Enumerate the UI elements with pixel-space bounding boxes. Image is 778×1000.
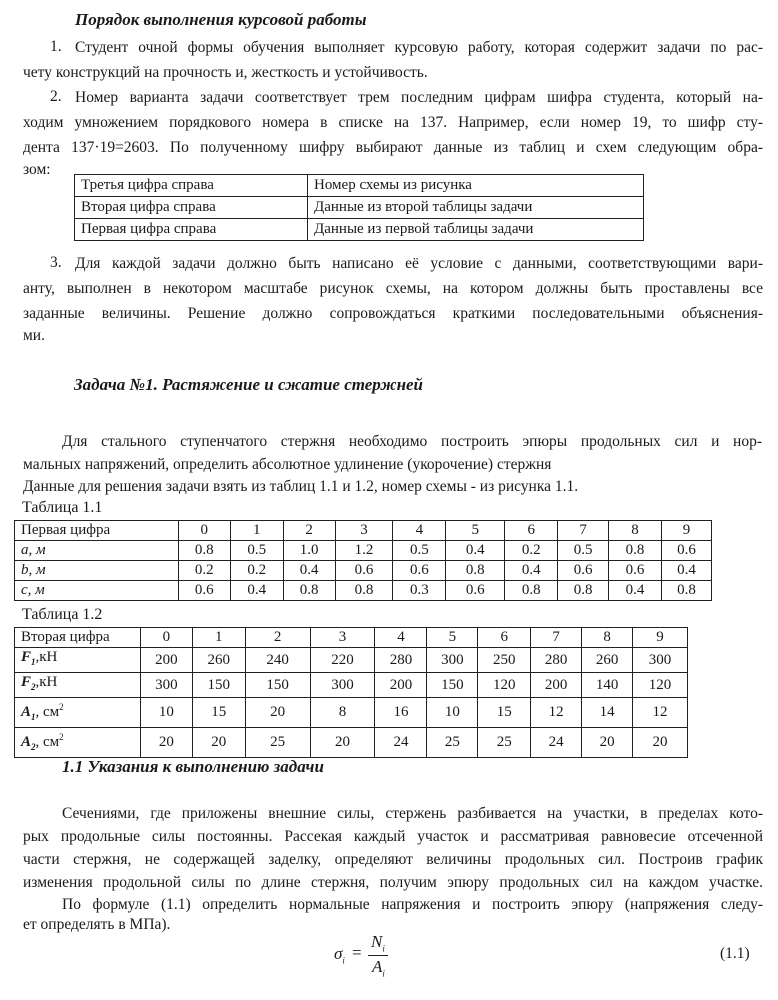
table-1-2 (14, 627, 688, 758)
paragraph-line: ходим умножением порядкового номера в списке на 137. Например, если номер 19, то шифр сту- (23, 114, 763, 131)
subscript: 2 (31, 682, 36, 692)
unit: ,кН (35, 674, 58, 690)
table-row (15, 648, 688, 673)
table-cell: 0.4 (661, 561, 711, 581)
column-header: 3 (310, 628, 375, 648)
table-cell: 0.3 (393, 581, 446, 601)
table-cell: 20 (582, 728, 633, 758)
table-row (75, 219, 644, 241)
table-cell: 200 (140, 648, 192, 673)
table-cell: 25 (245, 728, 310, 758)
table-cell: 15 (478, 698, 531, 728)
table-cell: 300 (310, 673, 375, 698)
table-cell: 24 (375, 728, 427, 758)
table-cell: 120 (478, 673, 531, 698)
table-cell: Вторая цифра справа (75, 197, 308, 219)
table-cell: 0.2 (505, 541, 558, 561)
symbol: A (21, 734, 32, 750)
paragraph-line: ми. (23, 327, 45, 344)
table-cell: 0.4 (230, 581, 283, 601)
table-header-row (15, 628, 688, 648)
column-header: 4 (375, 628, 427, 648)
table-cell: 220 (310, 648, 375, 673)
table-cell: 20 (192, 728, 245, 758)
table-cell: 20 (140, 728, 192, 758)
formula (334, 930, 414, 980)
column-header: 5 (446, 521, 505, 541)
column-header: 1 (230, 521, 283, 541)
table-1-1 (14, 520, 712, 601)
column-header: 7 (558, 521, 609, 541)
guidance-title: 1.1 Указания к выполнению задачи (62, 757, 324, 776)
table-cell: 150 (245, 673, 310, 698)
symbol: F (21, 674, 32, 690)
paragraph-line: ет определять в МПа). (23, 916, 171, 933)
table-row (15, 673, 688, 698)
table-cell: 20 (310, 728, 375, 758)
table-row (75, 175, 644, 197)
table-cell: 0.8 (609, 541, 662, 561)
table-cell: 0.5 (230, 541, 283, 561)
section-title: Порядок выполнения курсовой работы (75, 10, 367, 29)
symbol: A (21, 704, 32, 720)
denominator-symbol: A (372, 957, 383, 976)
paragraph-line: Данные для решения задачи взять из таблиц 1.1 и 1.2, номер схемы - из рисунка 1.1. (23, 478, 579, 495)
table-cell: 250 (478, 648, 531, 673)
table-cell: 300 (633, 648, 688, 673)
column-header: 0 (140, 628, 192, 648)
row-label: a, м (15, 541, 179, 561)
table-cell: 140 (582, 673, 633, 698)
table-cell: 15 (192, 698, 245, 728)
row-label (15, 648, 141, 673)
symbol: F (21, 649, 32, 665)
table-cell: 0.4 (446, 541, 505, 561)
equals-sign: = (352, 943, 362, 962)
column-header: 8 (609, 521, 662, 541)
superscript: 2 (59, 732, 64, 742)
column-header: 0 (178, 521, 230, 541)
table-cell: 0.5 (393, 541, 446, 561)
table-cell: Номер схемы из рисунка (308, 175, 644, 197)
table-header-row (15, 521, 712, 541)
formula-lhs (334, 944, 345, 965)
header-label: Вторая цифра (15, 628, 141, 648)
table-row (75, 197, 644, 219)
item-number: 3. (50, 254, 62, 271)
column-header: 3 (335, 521, 393, 541)
table-cell: 0.6 (393, 561, 446, 581)
column-header: 4 (393, 521, 446, 541)
table-cell: 0.6 (178, 581, 230, 601)
table-cell: 0.4 (505, 561, 558, 581)
table-caption: Таблица 1.1 (22, 499, 103, 516)
unit: , см (35, 704, 60, 720)
table-cell: 260 (192, 648, 245, 673)
table-cell: 0.8 (505, 581, 558, 601)
column-header: 9 (661, 521, 711, 541)
column-header: 9 (633, 628, 688, 648)
table-cell: 0.8 (178, 541, 230, 561)
table-cell: 24 (531, 728, 582, 758)
item-number: 1. (50, 38, 62, 55)
formula-denominator (372, 957, 385, 978)
column-header: 7 (531, 628, 582, 648)
table-cell: 280 (531, 648, 582, 673)
table-cell: 20 (245, 698, 310, 728)
item-number: 2. (50, 88, 62, 105)
subscript: 1 (31, 712, 36, 722)
column-header: 1 (192, 628, 245, 648)
table-cell: 0.6 (661, 541, 711, 561)
table-cell: 0.2 (230, 561, 283, 581)
table-cell: 280 (375, 648, 427, 673)
table-cell: 0.6 (609, 561, 662, 581)
table-cell: 25 (478, 728, 531, 758)
table-cell: 260 (582, 648, 633, 673)
formula-number: (1.1) (720, 945, 750, 962)
table-cell: 0.5 (558, 541, 609, 561)
row-label (15, 673, 141, 698)
table-cell: 300 (427, 648, 478, 673)
table-cell: 0.8 (283, 581, 335, 601)
column-header: 2 (283, 521, 335, 541)
subscript: 1 (31, 657, 36, 667)
table-cell: 0.8 (558, 581, 609, 601)
paragraph-line: дента 137·19=2603. По полученному шифру выбирают данные из таблиц и схем следующим обра- (23, 139, 763, 156)
header-label: Первая цифра (15, 521, 179, 541)
paragraph-line: Номер варианта задачи соответствует трем последним цифрам шифра студента, который на- (75, 89, 763, 106)
row-label (15, 728, 141, 758)
table-cell: 0.8 (335, 581, 393, 601)
paragraph-line: Для стального ступенчатого стержня необходимо построить эпюры продольных сил и нор- (62, 433, 762, 450)
paragraph-line: рых продольные силы постоянны. Рассекая каждый участок и рассматривая равновесие отсеченной (23, 828, 763, 845)
table-cell: Данные из второй таблицы задачи (308, 197, 644, 219)
table-cell: 150 (192, 673, 245, 698)
table-cell: 14 (582, 698, 633, 728)
fraction-bar (368, 955, 388, 956)
unit: ,кН (35, 649, 58, 665)
paragraph-line: зом: (23, 161, 51, 178)
table-cell: 150 (427, 673, 478, 698)
paragraph-line: Для каждой задачи должно быть написано её условие с данными, соответствующими вари- (75, 255, 763, 272)
table-cell: 0.8 (446, 561, 505, 581)
table-cell: 20 (633, 728, 688, 758)
table-caption: Таблица 1.2 (22, 606, 103, 623)
table-cell: 12 (633, 698, 688, 728)
table-row (15, 698, 688, 728)
table-cell: 10 (140, 698, 192, 728)
row-label (15, 698, 141, 728)
column-header: 6 (505, 521, 558, 541)
table-row (15, 728, 688, 758)
table-cell: 1.2 (335, 541, 393, 561)
row-label: b, м (15, 561, 179, 581)
column-header: 6 (478, 628, 531, 648)
row-label: c, м (15, 581, 179, 601)
table-cell: 120 (633, 673, 688, 698)
unit: , см (35, 734, 60, 750)
table-cell: 200 (375, 673, 427, 698)
table-cell: 0.8 (661, 581, 711, 601)
column-header: 8 (582, 628, 633, 648)
table-row (15, 561, 712, 581)
table-cell: 0.6 (558, 561, 609, 581)
paragraph-line: Студент очной формы обучения выполняет курсовую работу, которая содержит задачи по рас- (75, 39, 763, 56)
column-header: 5 (427, 628, 478, 648)
subscript: 2 (31, 742, 36, 752)
paragraph-line: Сечениями, где приложены внешние силы, стержень разбивается на участки, в пределах кото- (62, 805, 763, 822)
formula-numerator (371, 932, 385, 953)
paragraph-line: изменения продольной силы по длине стержня, получим эпюру продольных сил на каждом участке. (23, 874, 763, 891)
task-title: Задача №1. Растяжение и сжатие стержней (74, 375, 424, 394)
table-cell: 300 (140, 673, 192, 698)
digit-mapping-table (74, 174, 644, 241)
superscript: 2 (59, 702, 64, 712)
table-cell: 16 (375, 698, 427, 728)
table-cell: 0.2 (178, 561, 230, 581)
table-cell: 0.4 (609, 581, 662, 601)
table-cell: 12 (531, 698, 582, 728)
paragraph-line: анту, выполнен в некотором масштабе рисунок схемы, на котором должны быть проставлены все (23, 280, 763, 297)
table-cell: Данные из первой таблицы задачи (308, 219, 644, 241)
table-cell: Третья цифра справа (75, 175, 308, 197)
subscript: i (382, 968, 385, 979)
numerator-symbol: N (371, 932, 383, 951)
table-cell: 10 (427, 698, 478, 728)
table-cell: 0.4 (283, 561, 335, 581)
paragraph-line: чету конструкций на прочность и, жесткость и устойчивость. (23, 64, 428, 81)
paragraph-line: части стержня, не содержащей заделку, определяют величины продольных сил. Построив график (23, 851, 763, 868)
table-cell: 200 (531, 673, 582, 698)
column-header: 2 (245, 628, 310, 648)
subscript: i (382, 943, 385, 954)
table-cell: 0.6 (335, 561, 393, 581)
table-cell: 240 (245, 648, 310, 673)
paragraph-line: По формуле (1.1) определить нормальные напряжения и построить эпюру (напряжения следу- (62, 896, 763, 913)
table-row (15, 541, 712, 561)
table-cell: 0.6 (446, 581, 505, 601)
subscript: i (342, 955, 345, 966)
sigma-symbol: σ (334, 944, 343, 963)
table-cell: 1.0 (283, 541, 335, 561)
table-row (15, 581, 712, 601)
paragraph-line: мальных напряжений, определить абсолютное удлинение (укорочение) стержня (23, 456, 552, 473)
table-cell: 8 (310, 698, 375, 728)
paragraph-line: заданные величины. Решение должно сопровождаться краткими последовательными объяснения- (23, 305, 763, 322)
table-cell: 25 (427, 728, 478, 758)
table-cell: Первая цифра справа (75, 219, 308, 241)
